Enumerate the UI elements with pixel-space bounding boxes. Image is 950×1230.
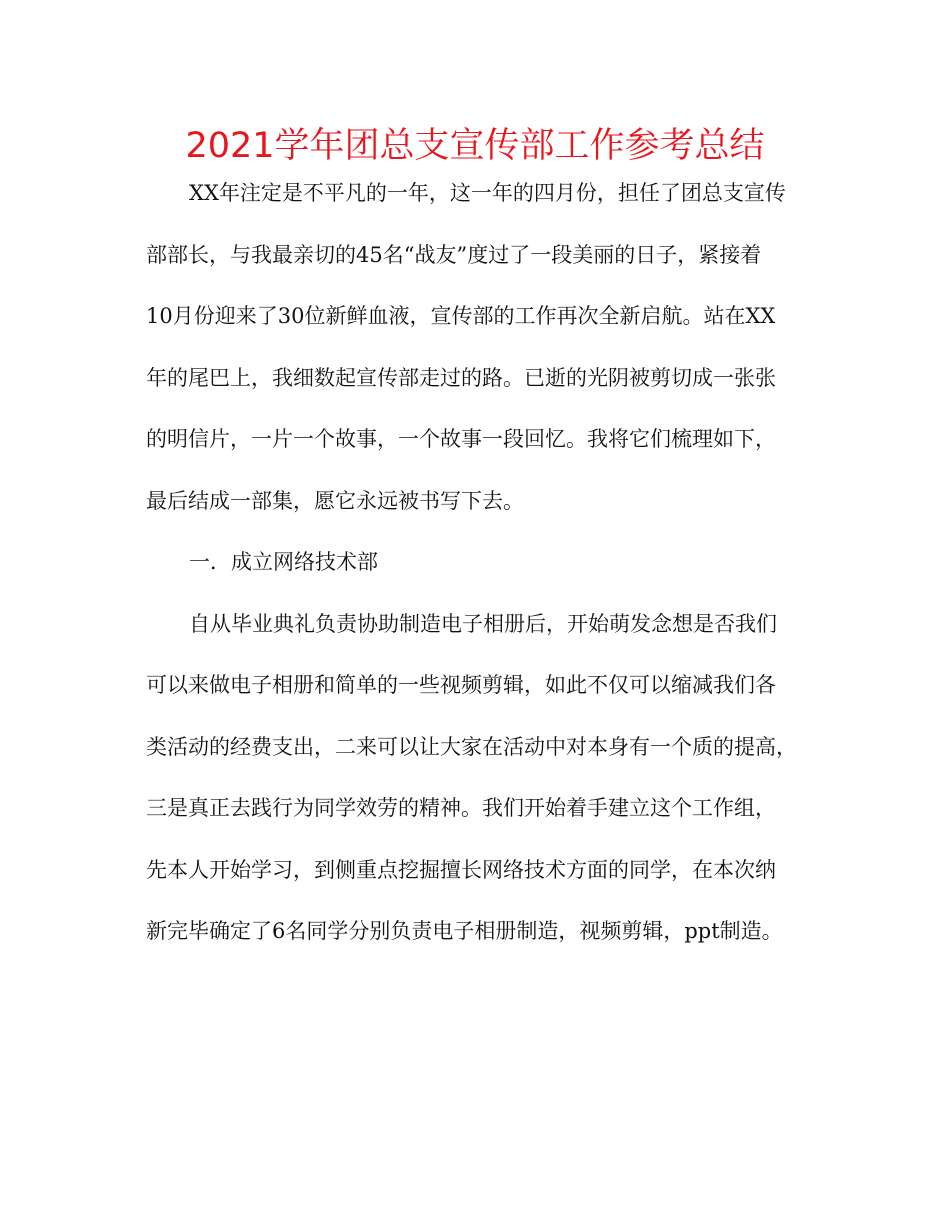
paragraph-line: 先本人开始学习，到侧重点挖掘擅长网络技术方面的同学，在本次纳 — [146, 857, 776, 882]
paragraph-line: 可以来做电子相册和简单的一些视频剪辑，如此不仅可以缩减我们各 — [146, 673, 776, 697]
paragraph-line: 自从毕业典礼负责协助制造电子相册后，开始萌发念想是否我们 — [189, 611, 777, 636]
paragraph-line: 最后结成一部集，愿它永远被书写下去。 — [146, 488, 524, 513]
paragraph-line: 新完毕确定了6名同学分别负责电子相册制造，视频剪辑，ppt制造。 — [146, 919, 783, 943]
section-heading: 一．成立网络技术部 — [189, 550, 378, 574]
paragraph-line: 年的尾巴上，我细数起宣传部走过的路。已逝的光阴被剪切成一张张 — [146, 365, 776, 390]
paragraph-line: 部部长，与我最亲切的45名“战友”度过了一段美丽的日子，紧接着 — [146, 242, 762, 267]
document-body — [146, 163, 816, 963]
paragraph-line: XX年注定是不平凡的一年，这一年的四月份，担任了团总支宣传 — [189, 181, 786, 205]
paragraph-line: 的明信片，一片一个故事，一个故事一段回忆。我将它们梳理如下， — [146, 427, 776, 451]
document-title: 2021学年团总支宣传部工作参考总结 — [185, 126, 765, 166]
paragraph-line: 类活动的经费支出，二来可以让大家在活动中对本身有一个质的提高， — [146, 734, 797, 759]
paragraph-line: 三是真正去践行为同学效劳的精神。我们开始着手建立这个工作组， — [146, 796, 776, 820]
paragraph-line: 10月份迎来了30位新鲜血液，宣传部的工作再次全新启航。站在XX — [146, 304, 776, 328]
